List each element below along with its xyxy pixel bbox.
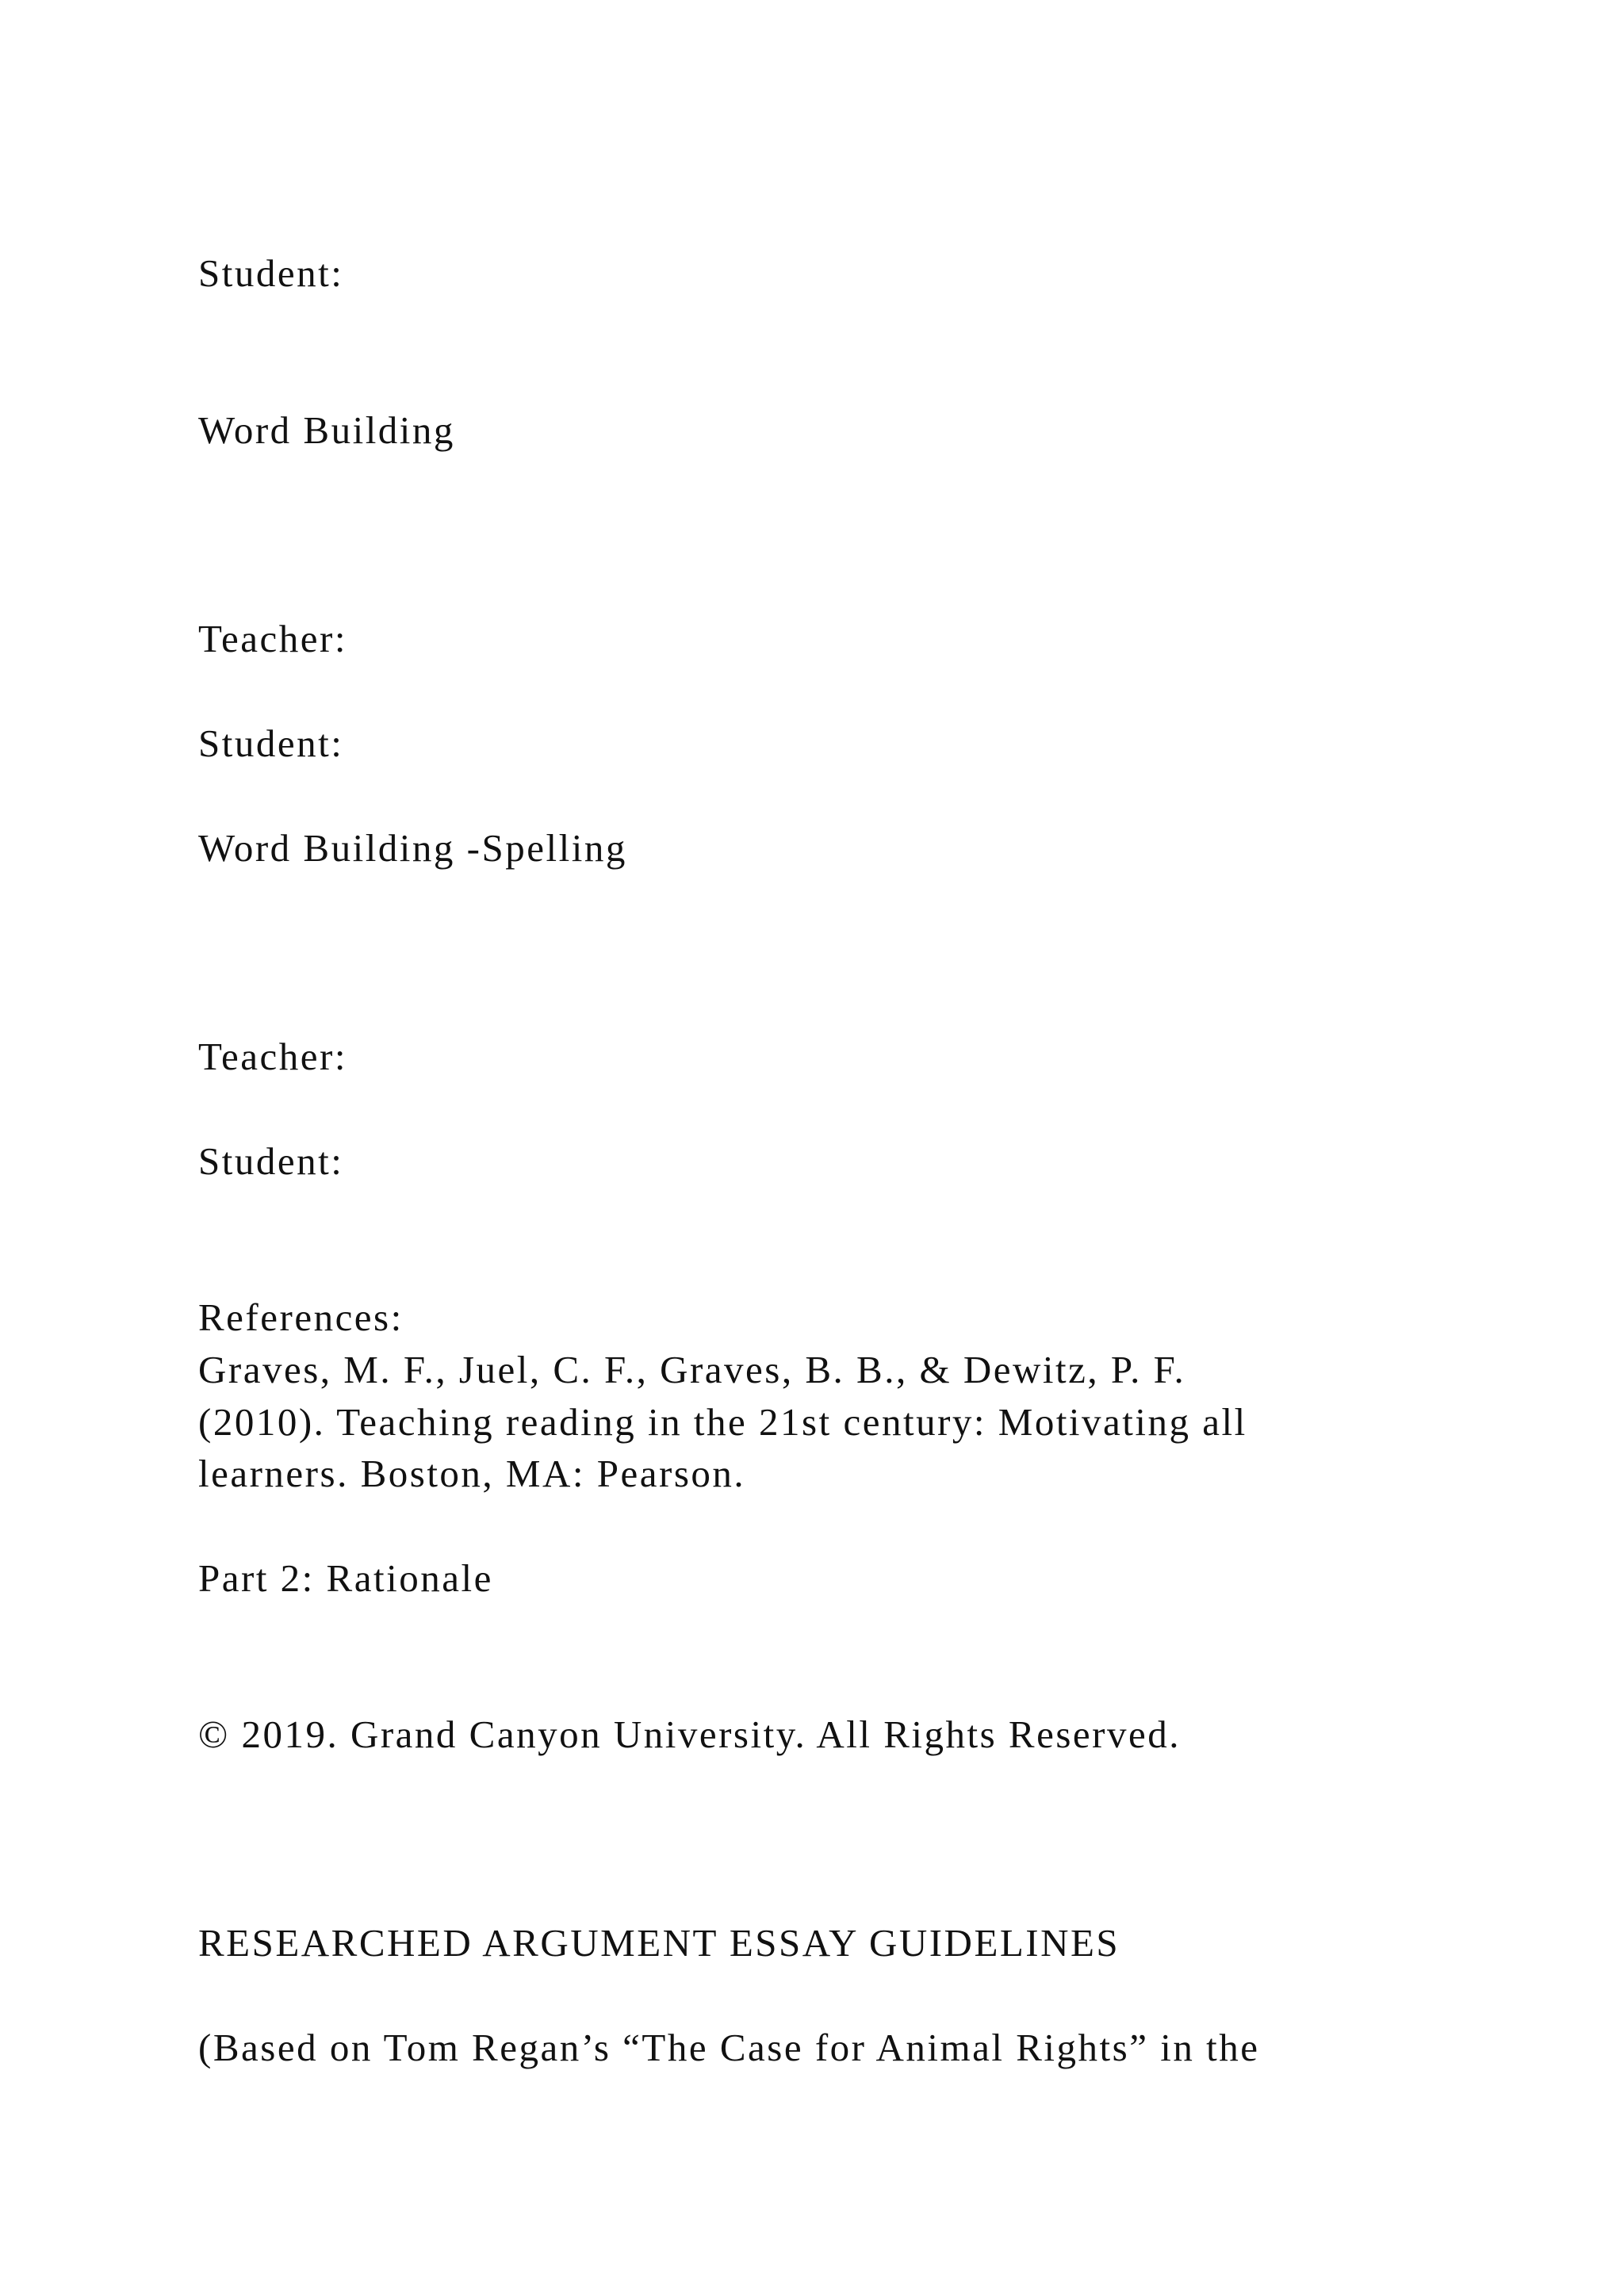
essay-guidelines-title: RESEARCHED ARGUMENT ESSAY GUIDELINES [198,1921,1120,1965]
student-label: Student: [198,251,344,295]
section-heading-word-building: Word Building [198,408,455,452]
student-label: Student: [198,1139,344,1183]
references-heading: References: [198,1295,404,1339]
teacher-label: Teacher: [198,617,347,660]
teacher-label: Teacher: [198,1035,347,1078]
reference-line: learners. Boston, MA: Pearson. [198,1452,746,1495]
copyright-notice: © 2019. Grand Canyon University. All Rights Reserved. [198,1712,1181,1756]
reference-line: (2010). Teaching reading in the 21st century: Motivating all [198,1400,1247,1444]
student-label: Student: [198,721,344,765]
essay-subtitle-line: (Based on Tom Regan’s “The Case for Animal Rights” in the [198,2026,1260,2069]
reference-line: Graves, M. F., Juel, C. F., Graves, B. B., & Dewitz, P. F. [198,1348,1186,1391]
section-heading-word-building-spelling: Word Building -Spelling [198,826,627,870]
part-2-heading: Part 2: Rationale [198,1556,493,1600]
